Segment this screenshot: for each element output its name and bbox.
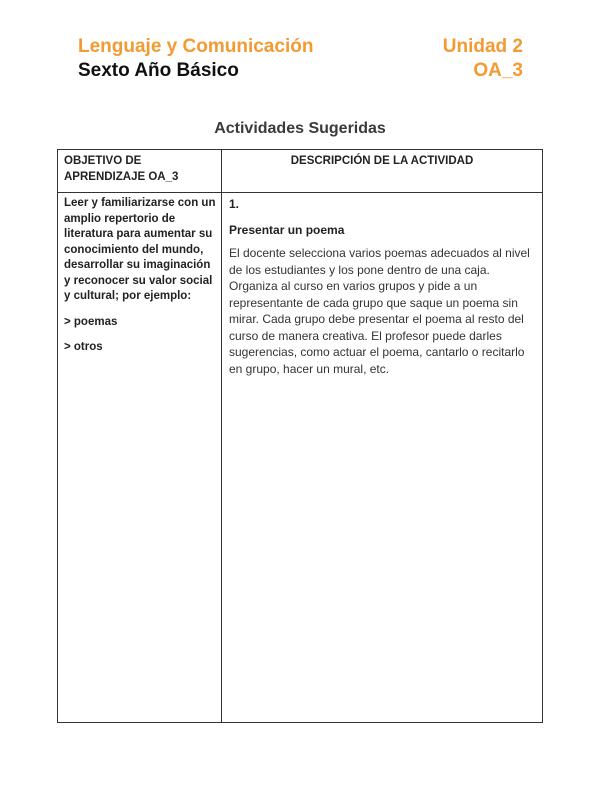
objective-text: Leer y familiarizarse con un amplio repertorio de literatura para aumentar su conocimiento del mundo, desarrollar su imaginación y reconocer su valor social y cultural; por ejemplo: <box>64 197 216 302</box>
objective-cell <box>64 196 216 356</box>
activity-title: Presentar un poema <box>229 222 345 237</box>
objective-item-others: > otros <box>64 341 103 353</box>
activities-table <box>57 149 543 723</box>
section-title: Actividades Sugeridas <box>214 120 386 137</box>
unit-label: Unidad 2 <box>442 36 523 57</box>
column-divider <box>221 150 222 722</box>
subject-title: Lenguaje y Comunicación <box>78 36 314 57</box>
description-column-header: DESCRIPCIÓN DE LA ACTIVIDAD <box>290 155 474 167</box>
page-header <box>78 36 523 86</box>
oa-code: OA_3 <box>473 60 523 81</box>
activity-number: 1. <box>229 197 240 211</box>
objective-column-header: OBJETIVO DE APRENDIZAJE OA_3 <box>64 155 179 183</box>
objective-item-poems: > poemas <box>64 315 118 328</box>
activity-description: El docente selecciona varios poemas adecuados al nivel de los estudiantes y los pone dentro de una caja. Organiza al curso en varios grupos y pide a un representante de cada grupo que saque un poema sin mirar. Cada grupo debe presentar el poema al resto del curso de manera creativa. El profesor puede darles sugerencias, como actuar el poema, cantarlo o recitarlo en grupo, hacer un mural, etc. <box>229 246 530 376</box>
header-row-divider <box>58 192 542 193</box>
grade-level: Sexto Año Básico <box>78 60 239 81</box>
activity-cell <box>229 196 537 377</box>
